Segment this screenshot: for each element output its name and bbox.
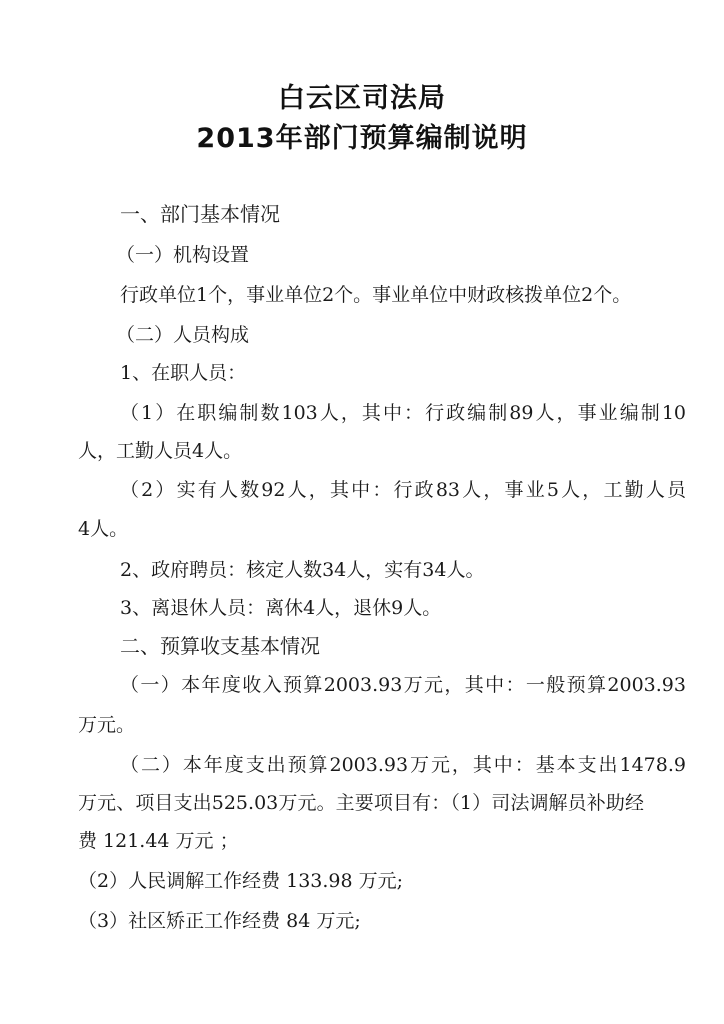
paragraph-line: （2）人民调解工作经费 133.98 万元; (78, 870, 404, 892)
paragraph-line: 万元。 (78, 714, 136, 736)
paragraph-line: 行政单位1个，事业单位2个。事业单位中财政核拨单位2个。 (120, 284, 632, 306)
paragraph-line: （3）社区矫正工作经费 84 万元; (78, 910, 361, 932)
paragraph-line: 人，工勤人员4人。 (78, 440, 243, 462)
paragraph-line: 1、在职人员： (120, 362, 247, 384)
paragraph-line: （1）在职编制数103人，其中：行政编制89人，事业编制10 (120, 402, 686, 424)
paragraph-line: （一）本年度收入预算2003.93万元，其中：一般预算2003.93 (120, 674, 686, 696)
paragraph-line: （2）实有人数92人，其中：行政83人，事业5人，工勤人员 (120, 479, 686, 501)
paragraph-line: 万元、项目支出525.03万元。主要项目有：（1）司法调解员补助经 (78, 792, 644, 814)
section-heading-budget: 二、预算收支基本情况 (120, 634, 320, 658)
paragraph-line: 4人。 (78, 518, 129, 540)
paragraph-line: 2、政府聘员：核定人数34人，实有34人。 (120, 559, 485, 581)
section-heading-basic-info: 一、部门基本情况 (120, 202, 280, 226)
paragraph-line: 3、离退休人员：离休4人，退休9人。 (120, 597, 442, 619)
document-title: 白云区司法局 (278, 83, 446, 114)
document-subtitle: 2013年部门预算编制说明 (196, 123, 528, 154)
paragraph-line: （二）本年度支出预算2003.93万元，其中：基本支出1478.9 (120, 754, 686, 776)
paragraph-line: 费 121.44 万元 ； (78, 830, 239, 852)
subsection-heading-personnel: （二）人员构成 (116, 324, 250, 346)
subsection-heading-organization: （一）机构设置 (116, 244, 250, 266)
